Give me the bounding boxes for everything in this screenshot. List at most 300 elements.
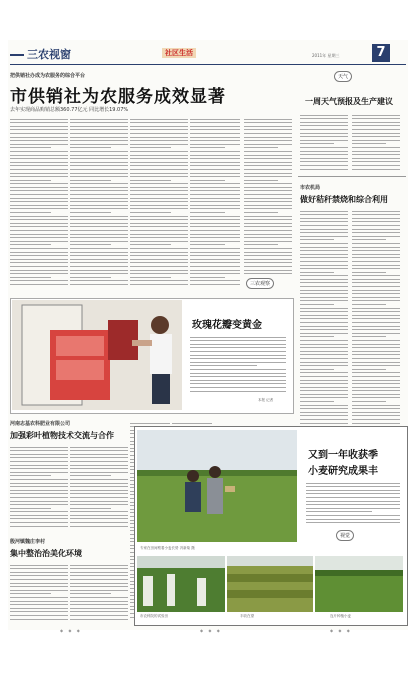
text-line — [130, 234, 188, 235]
text-line — [300, 308, 348, 309]
text-line — [70, 129, 128, 130]
text-line — [352, 169, 400, 170]
text-line — [10, 493, 68, 494]
text-line — [190, 201, 240, 202]
wheat-photo-1 — [137, 556, 225, 612]
text-line — [10, 190, 68, 191]
text-line — [190, 129, 240, 130]
text-line — [70, 280, 128, 281]
text-line — [190, 216, 240, 217]
text-line — [190, 162, 240, 163]
footer-ornament-left: ◆ ◆ ◆ — [60, 628, 82, 633]
text-line — [70, 284, 128, 285]
wheat-headline-1: 又到一年收获季 — [308, 450, 378, 461]
text-line — [10, 465, 68, 466]
text-line — [70, 277, 111, 278]
text-line — [10, 176, 68, 177]
text-line — [300, 136, 348, 137]
text-line — [70, 165, 128, 166]
rose-headline: 玫瑰花瓣变黄金 — [192, 320, 262, 331]
text-line — [244, 133, 292, 134]
text-line — [244, 147, 278, 148]
text-line — [300, 369, 334, 370]
text-line — [130, 122, 188, 123]
text-line — [244, 194, 292, 195]
weather-rule — [298, 176, 406, 177]
text-line — [352, 115, 400, 116]
text-line — [352, 122, 400, 123]
text-line — [10, 593, 51, 594]
text-line — [10, 284, 68, 285]
text-line — [190, 208, 240, 209]
text-line — [130, 280, 188, 281]
text-line — [70, 176, 128, 177]
text-line — [352, 394, 400, 395]
issue-date: 2011年 星期三 — [312, 53, 340, 58]
text-line — [244, 151, 292, 152]
text-line — [352, 311, 400, 312]
text-line — [300, 322, 348, 323]
straw-column-2 — [352, 208, 400, 433]
text-line — [352, 401, 386, 402]
text-line — [70, 273, 128, 274]
straw-headline: 做好秸秆禁烧和综合利用 — [300, 195, 388, 204]
text-line — [352, 376, 400, 377]
lead-column-4 — [190, 116, 240, 286]
text-line — [190, 380, 286, 381]
text-line — [70, 237, 128, 238]
text-line — [70, 575, 128, 576]
text-line — [190, 387, 286, 388]
text-line — [190, 144, 240, 145]
text-line — [10, 234, 68, 235]
text-line — [352, 318, 400, 319]
text-line — [300, 265, 348, 266]
text-line — [10, 586, 68, 587]
text-line — [190, 230, 240, 231]
text-line — [300, 125, 348, 126]
text-line — [10, 126, 68, 127]
text-line — [70, 608, 128, 609]
text-line — [300, 158, 348, 159]
wheat-photo-2 — [227, 556, 313, 612]
text-line — [70, 219, 128, 220]
text-line — [70, 259, 128, 260]
text-line — [244, 219, 292, 220]
text-line — [300, 358, 348, 359]
text-line — [300, 347, 348, 348]
text-line — [70, 248, 128, 249]
text-line — [190, 362, 286, 363]
text-line — [190, 126, 240, 127]
wheat-sub-caption-1: 市农科院的试验田 — [140, 614, 168, 618]
text-line — [352, 279, 400, 280]
straw-column-1 — [300, 208, 348, 433]
text-line — [352, 326, 400, 327]
text-line — [10, 490, 68, 491]
text-line — [352, 322, 400, 323]
text-line — [70, 568, 128, 569]
text-line — [70, 151, 128, 152]
wheat-photo-3 — [315, 556, 403, 612]
text-line — [300, 261, 348, 262]
text-line — [244, 216, 292, 217]
text-line — [190, 194, 240, 195]
wheat-photo-caption: 专家在田间察看小麦长势 冯新菊 摄 — [140, 546, 195, 550]
text-line — [130, 151, 188, 152]
text-line — [10, 216, 68, 217]
text-line — [10, 155, 68, 156]
text-line — [244, 183, 292, 184]
text-line — [352, 261, 400, 262]
lead-column-3 — [130, 116, 188, 286]
text-line — [352, 362, 400, 363]
text-line — [300, 229, 348, 230]
text-line — [70, 468, 128, 469]
text-line — [10, 511, 68, 512]
text-line — [70, 611, 128, 612]
text-line — [70, 457, 128, 458]
lead-column-1 — [10, 116, 68, 286]
text-line — [352, 118, 400, 119]
text-line — [190, 212, 225, 213]
text-line — [70, 486, 128, 487]
text-line — [300, 115, 348, 116]
text-line — [190, 169, 240, 170]
text-line — [130, 205, 188, 206]
text-line — [352, 344, 400, 345]
text-line — [130, 230, 188, 231]
text-line — [70, 270, 128, 271]
text-line — [130, 237, 188, 238]
text-line — [190, 140, 240, 141]
text-line — [10, 158, 68, 159]
text-line — [10, 468, 68, 469]
text-line — [352, 408, 400, 409]
text-line — [190, 273, 240, 274]
text-line — [70, 483, 128, 484]
text-line — [244, 208, 292, 209]
text-line — [352, 265, 400, 266]
text-line — [130, 223, 188, 224]
text-line — [10, 237, 68, 238]
text-line — [10, 608, 68, 609]
text-line — [190, 373, 286, 374]
text-line — [70, 137, 128, 138]
text-line — [190, 358, 286, 359]
text-line — [70, 122, 128, 123]
text-line — [70, 173, 128, 174]
text-line — [10, 230, 68, 231]
text-line — [300, 387, 348, 388]
text-line — [10, 180, 51, 181]
text-line — [10, 266, 68, 267]
text-line — [190, 183, 240, 184]
text-line — [300, 140, 348, 141]
text-line — [352, 158, 400, 159]
text-line — [352, 415, 400, 416]
wheat-sub-caption-3: 连片种植小麦 — [330, 614, 351, 618]
text-line — [10, 486, 68, 487]
text-line — [190, 187, 240, 188]
text-line — [70, 194, 128, 195]
text-line — [70, 183, 128, 184]
text-line — [70, 241, 128, 242]
text-line — [300, 304, 334, 305]
text-line — [352, 243, 400, 244]
text-line — [352, 165, 400, 166]
weather-column-2 — [352, 112, 400, 172]
text-line — [300, 326, 348, 327]
text-line — [244, 241, 292, 242]
text-line — [352, 272, 386, 273]
text-line — [300, 333, 348, 334]
text-line — [244, 234, 292, 235]
text-line — [10, 140, 68, 141]
text-line — [70, 119, 128, 120]
text-line — [300, 300, 348, 301]
text-line — [130, 190, 188, 191]
text-line — [130, 255, 188, 256]
text-line — [306, 490, 400, 491]
text-line — [70, 230, 128, 231]
text-line — [244, 266, 292, 267]
text-line — [130, 137, 188, 138]
text-line — [10, 277, 51, 278]
text-line — [10, 457, 68, 458]
text-line — [244, 176, 292, 177]
text-line — [190, 391, 286, 392]
text-line — [130, 244, 171, 245]
text-line — [244, 173, 292, 174]
text-line — [300, 268, 348, 269]
text-line — [300, 133, 348, 134]
text-line — [190, 255, 240, 256]
text-line — [300, 293, 348, 294]
text-line — [244, 158, 292, 159]
text-line — [300, 243, 348, 244]
text-line — [300, 239, 334, 240]
text-line — [352, 143, 386, 144]
text-line — [70, 619, 128, 620]
text-line — [130, 176, 188, 177]
text-line — [130, 212, 171, 213]
text-line — [70, 604, 128, 605]
text-line — [300, 118, 348, 119]
text-line — [190, 248, 240, 249]
text-line — [352, 412, 400, 413]
wheat-sub-caption-2: 丰收在望 — [240, 614, 254, 618]
text-line — [352, 358, 400, 359]
text-line — [10, 173, 68, 174]
text-line — [130, 129, 188, 130]
text-line — [130, 248, 188, 249]
text-line — [190, 237, 240, 238]
text-line — [70, 198, 128, 199]
text-line — [306, 501, 400, 502]
text-line — [300, 257, 348, 258]
text-line — [352, 221, 400, 222]
text-line — [300, 412, 348, 413]
text-line — [130, 262, 188, 263]
wheat-body — [306, 480, 400, 524]
text-line — [244, 140, 292, 141]
text-line — [300, 365, 348, 366]
text-line — [352, 250, 400, 251]
text-line — [70, 201, 128, 202]
text-line — [352, 315, 400, 316]
text-line — [190, 219, 240, 220]
text-line — [244, 144, 292, 145]
rose-body — [190, 334, 286, 394]
text-line — [10, 619, 68, 620]
text-line — [300, 232, 348, 233]
text-line — [300, 161, 348, 162]
text-line — [300, 211, 348, 212]
text-line — [10, 518, 68, 519]
text-line — [70, 597, 128, 598]
text-line — [190, 383, 286, 384]
text-line — [70, 447, 128, 448]
text-line — [10, 583, 68, 584]
text-line — [190, 137, 240, 138]
text-line — [300, 279, 348, 280]
text-line — [306, 504, 400, 505]
fertilizer-column-1 — [10, 444, 68, 530]
text-line — [244, 255, 292, 256]
text-line — [130, 162, 188, 163]
text-line — [70, 454, 128, 455]
text-line — [130, 155, 188, 156]
text-line — [70, 158, 128, 159]
text-line — [300, 311, 348, 312]
text-line — [300, 380, 348, 381]
text-line — [130, 198, 188, 199]
text-line — [300, 290, 348, 291]
text-line — [10, 137, 68, 138]
text-line — [190, 259, 240, 260]
text-line — [306, 522, 400, 523]
text-line — [300, 336, 334, 337]
text-line — [306, 497, 400, 498]
text-line — [70, 522, 128, 523]
text-line — [352, 232, 400, 233]
text-line — [10, 147, 51, 148]
text-line — [130, 259, 188, 260]
text-line — [352, 218, 400, 219]
text-line — [352, 405, 400, 406]
text-line — [70, 244, 111, 245]
text-line — [10, 601, 68, 602]
text-line — [130, 144, 188, 145]
text-line — [352, 340, 400, 341]
text-line — [352, 365, 400, 366]
text-line — [190, 176, 240, 177]
text-line — [10, 223, 68, 224]
text-line — [244, 129, 292, 130]
text-line — [10, 162, 68, 163]
text-line — [70, 472, 128, 473]
text-line — [130, 187, 188, 188]
text-line — [306, 486, 400, 487]
rose-byline: 本报 记者 — [258, 398, 274, 402]
text-line — [300, 383, 348, 384]
text-line — [300, 390, 348, 391]
text-line — [300, 397, 348, 398]
text-line — [10, 575, 68, 576]
text-line — [10, 611, 68, 612]
village-column-1 — [10, 562, 68, 620]
text-line — [10, 194, 68, 195]
text-line — [190, 355, 286, 356]
text-line — [130, 284, 188, 285]
village-kicker: 殷河镇魏庄李村 — [10, 539, 46, 545]
text-line — [300, 272, 334, 273]
text-line — [70, 450, 128, 451]
text-line — [190, 122, 240, 123]
straw-kicker: 市农机局 — [300, 185, 321, 191]
text-line — [190, 262, 240, 263]
text-line — [70, 212, 111, 213]
text-line — [10, 169, 68, 170]
text-line — [300, 394, 348, 395]
text-line — [130, 277, 171, 278]
text-line — [190, 155, 240, 156]
text-line — [70, 140, 128, 141]
text-line — [352, 304, 386, 305]
text-line — [300, 165, 348, 166]
text-line — [190, 270, 240, 271]
text-line — [190, 133, 240, 134]
text-line — [10, 226, 68, 227]
text-line — [190, 241, 240, 242]
text-line — [306, 483, 400, 484]
text-line — [352, 275, 400, 276]
text-line — [10, 244, 51, 245]
text-line — [300, 415, 348, 416]
text-line — [352, 229, 400, 230]
text-line — [306, 519, 400, 520]
text-line — [300, 254, 348, 255]
text-line — [352, 329, 400, 330]
text-line — [130, 216, 188, 217]
text-line — [300, 129, 348, 130]
text-line — [70, 169, 128, 170]
text-line — [10, 133, 68, 134]
text-line — [70, 504, 128, 505]
text-line — [10, 248, 68, 249]
text-line — [10, 565, 68, 566]
text-line — [10, 119, 68, 120]
text-line — [244, 252, 292, 253]
text-line — [10, 604, 68, 605]
text-line — [352, 133, 400, 134]
text-line — [244, 270, 292, 271]
masthead: 社区生活 — [162, 48, 196, 58]
text-line — [10, 568, 68, 569]
text-line — [244, 169, 292, 170]
text-line — [190, 165, 240, 166]
text-line — [300, 329, 348, 330]
text-line — [300, 423, 348, 424]
text-line — [70, 126, 128, 127]
text-line — [352, 247, 400, 248]
text-line — [10, 280, 68, 281]
text-line — [10, 205, 68, 206]
text-line — [300, 143, 334, 144]
wheat-badge: 视觉 — [336, 530, 354, 541]
text-line — [190, 337, 286, 338]
